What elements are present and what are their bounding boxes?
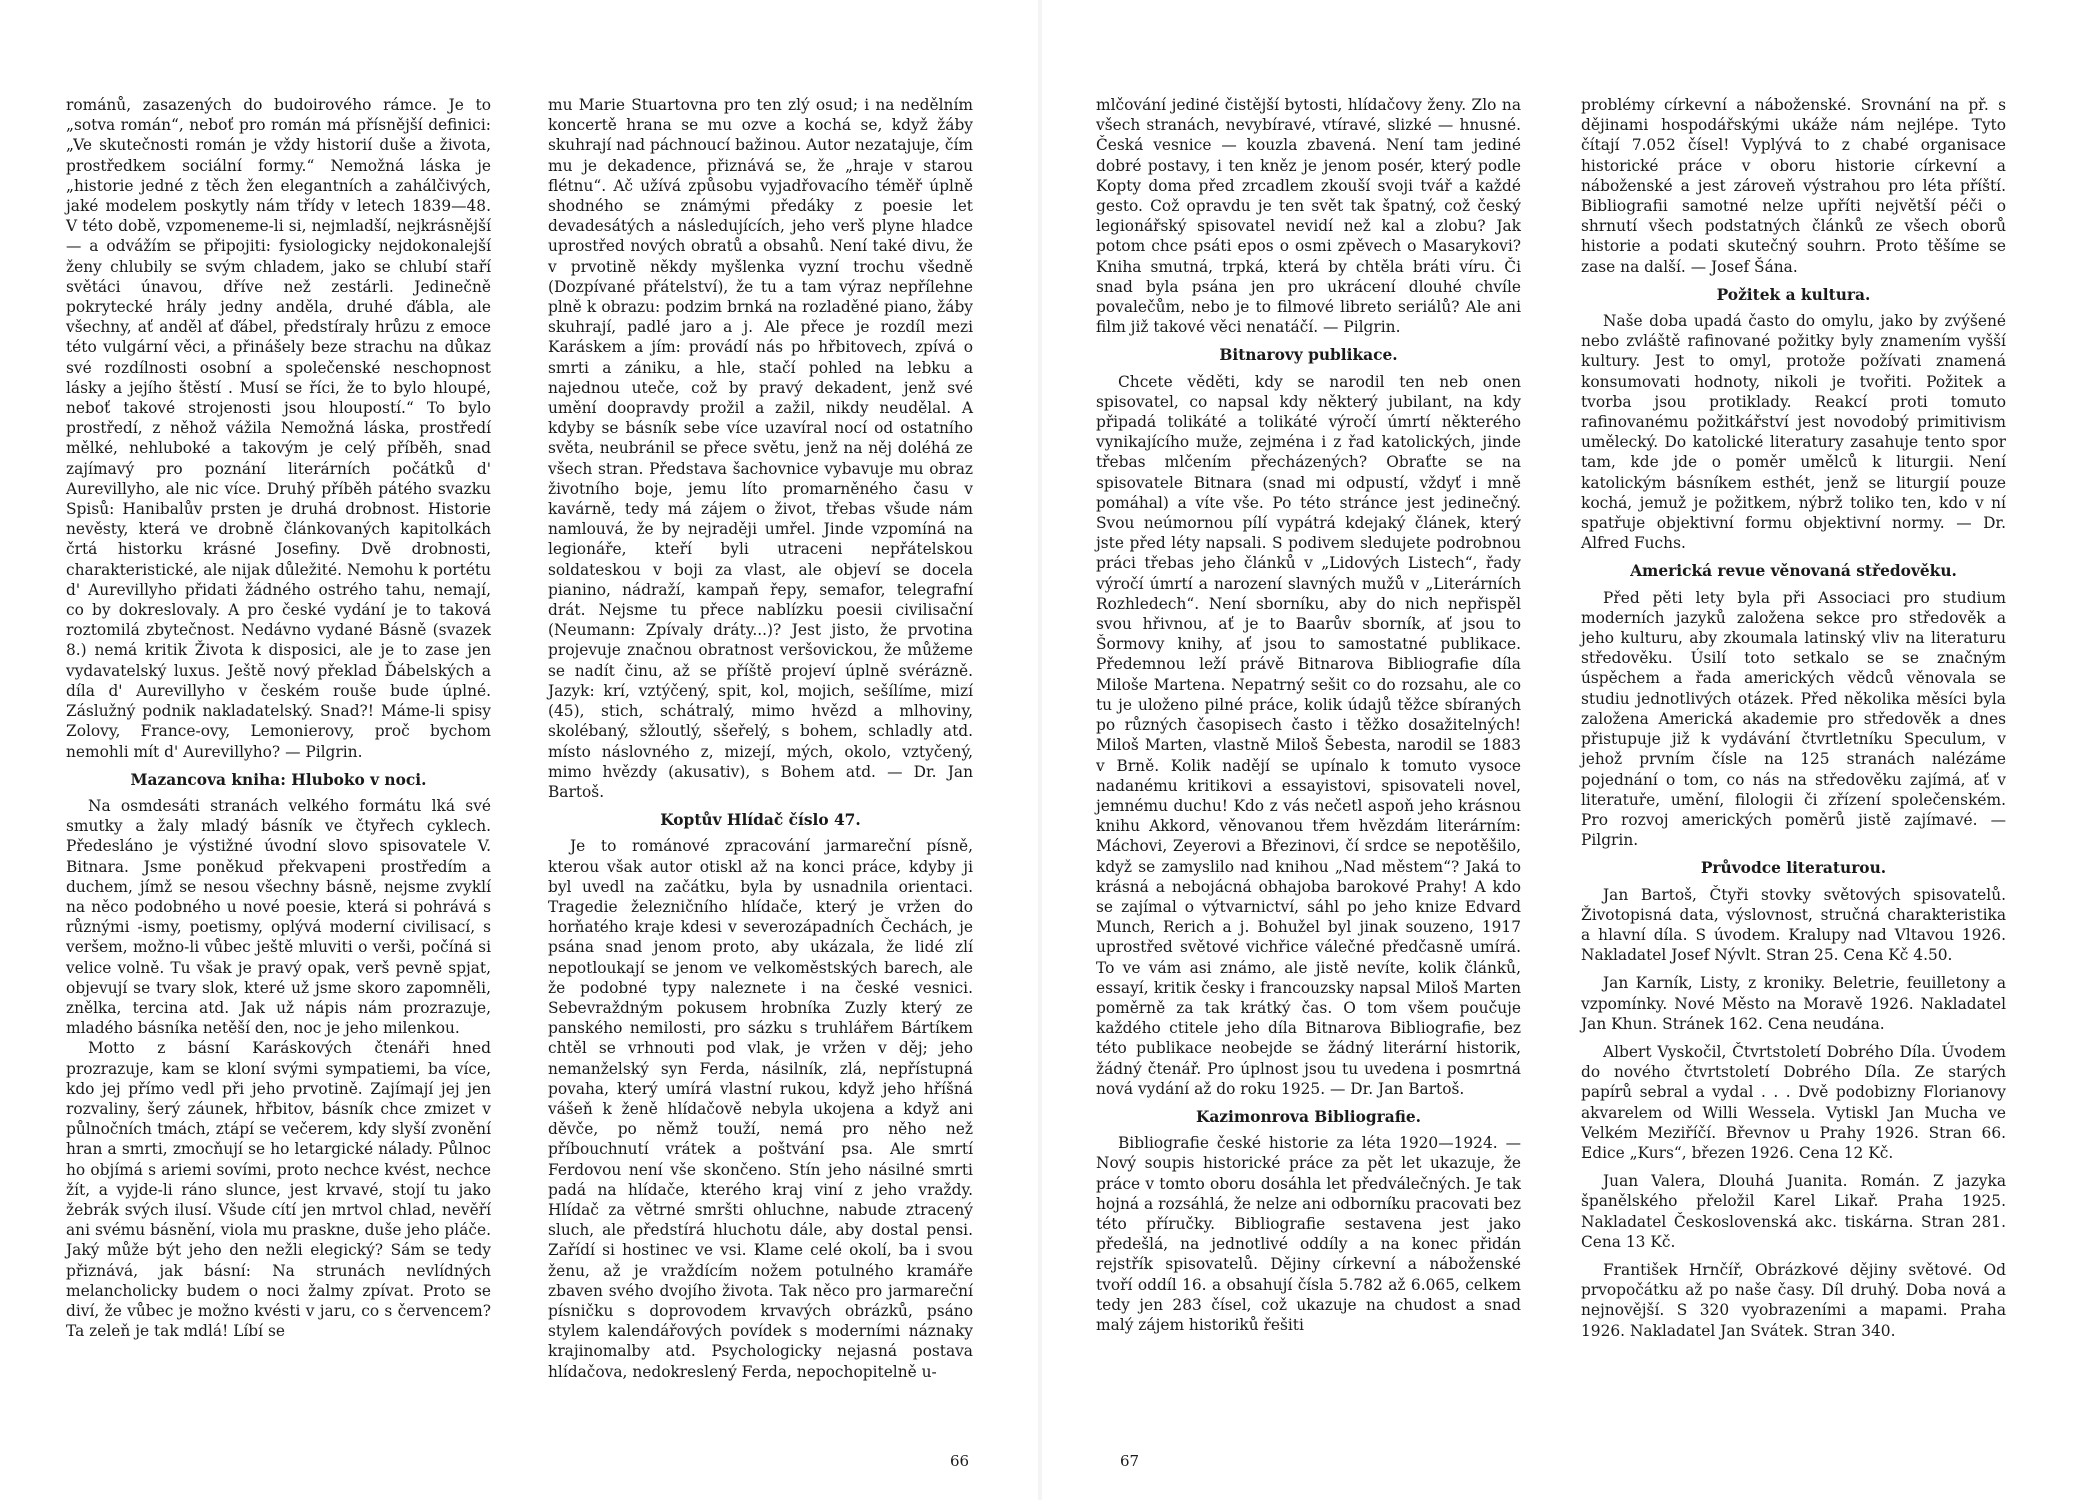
- bibliography-entry: František Hrnčíř, Obrázkové dějiny světové. Od prvopočátku až po naše časy. Díl druhý. Doba nová a nejnovější. S 320 vyobrazeními a mapami. Praha 1926. Nakladatel Jan Svátek. Stran 340.: [1581, 1260, 2006, 1340]
- page-number: 67: [1120, 1452, 1140, 1470]
- paragraph: románů, zasazených do budoirového rámce. Je to „sotva román“, neboť pro román má přísnější definici: „Ve skutečnosti román je vždy historií duše a života, prostředkem sociální formy.“ Nemožná láska je „historie jedné z těch žen elegantních a zahálčivých, jaké modelem poskytly nám třídy v letech 1839—48. V této době, vzpomeneme-li si, nejmladší, nejkrásnější — a odvážím se připojiti: fysiologicky nejdokonalejší ženy chlubily se svým chladem, jako se chlubí staří světáci únavou, dříve než zestárli. Jedinečně pokrytecké hrály jedny anděla, druhé ďábla, ale všechny, ať anděl ať ďábel, předstíraly hrůzu z emoce této vulgární věci, a přinášely beze strachu na důkaz své rozdílnosti osobní a společenské neschopnost lásky a jejího štěstí . Musí se říci, že to bylo hloupé, neboť takové strojenosti jsou hloupostí.“ To bylo prostředí, z něhož vážila Nemožná láska, prostředí mělké, nehluboké a takovým je celý příběh, snad zajímavý pro poznání literárních počátků d' Aurevillyho, ale nic více. Druhý příběh pátého svazku Spisů: Hanibalův prsten je druhá drobnost. Historie nevěsty, která ve drobně článkovaných kapitolkách črtá historku krásné Josefiny. Dvě drobnosti, charakteristické, ale nijak důležité. Nemohu k portétu d' Aurevillyho přidati žádného ostrého tahu, nemají, co by dokreslovaly. A pro české vydání je to taková roztomilá zbytečnost. Nedávno vydané Básně (svazek 8.) nemá kritik Života k disposici, ale je to zase jen vydavatelský luxus. Ještě nový překlad Ďábelských a díla d' Aurevillyho v českém rouše bude úplné. Záslužný podnik nakladatelský. Snad?! Máme-li spisy Zolovy, France-ovy, Lemonierovy, proč bychom nemohli mít d' Aurevillyho? — Pilgrin.: [66, 96, 491, 761]
- paragraph: Chcete věděti, kdy se narodil ten neb onen spisovatel, co napsal kdy některý jubilant, na kdy připadá tolikáté a tolikáté výročí úmrtí některého vynikajícího muže, zejména i z řad katolických, jinde třebas mlčením přecházených? Obraťte se na spisovatele Bitnara (snad mi odpustí, vždyť i mně pomáhal) a víte vše. Po této stránce jest jedinečný. Svou neúmornou pílí vypátrá kdejaký článek, který jste před léty napsali. S podivem sledujete podrobnou práci třebas jeho článků v „Lidových Listech“, řady výročí úmrtí a narození slavných mužů v „Literárních Rozhledech“. Není sborníku, aby do nich nepřispěl svou hřivnou, ať je to Baarův sborník, ať jsou to Šormovy knihy, ať jsou to samostatné publikace. Předemnou leží právě Bitnarova Bibliografie díla Miloše Martena. Nepatrný sešit co do rozsahu, ale co tu je uloženo pilné práce, kolik údajů těžce sbíraných po různých časopisech často i těžko dosažitelných! Miloš Marten, vlastně Miloš Šebesta, narodil se 1883 v Brně. Kolik nadějí se upínalo k tomuto vysoce nadanému kritikovi a essayistovi, spisovateli novel, jemnému duchu! Kdo z vás nečetl aspoň jeho krásnou knihu Akkord, věnovanou třem hvězdám literárním: Máchovi, Zeyerovi a Březinovi, čí srdce se nepotěšilo, když se zamyslilo nad knihou „Nad městem“? Jaká to krásná a nebojácná obhajoba barokové Prahy! A kdo se zajímal o výtvarnictví, sáhl po jeho knize Edvard Munch, Rerich a j. Bohužel byl jinak souzeno, 1917 uprostřed světové vichřice válečné předčasně umírá. To ve vám asi známo, ale jistě nevíte, kolik článků, essayí, kritik česky i francouzsky napsal Miloš Marten poměrně za tak krátký čas. O tom všem poučuje každého ctitele jeho díla Bitnarova Bibliografie, bez této publikace neobejde se žádný literární historik, žádný čtenář. Pro úplnost jsou tu uvedena i posmrtná nová vydání až do roku 1925. — Dr. Jan Bartoš.: [1096, 372, 1521, 1098]
- section-heading: Koptův Hlídač číslo 47.: [660, 811, 861, 830]
- bibliography-entry: Jan Bartoš, Čtyři stovky světových spisovatelů. Životopisná data, výslovnost, stručná charakteristika a hlavní díla. S úvodem. Kralupy nad Vltavou 1926. Nakladatel Josef Nývlt. Stran 25. Cena Kč 4.50.: [1581, 885, 2006, 965]
- section-heading: Požitek a kultura.: [1716, 285, 1871, 304]
- section-heading: Průvodce literaturou.: [1700, 859, 1887, 878]
- right-page: [1040, 0, 2080, 1500]
- bibliography-entry: Juan Valera, Dlouhá Juanita. Román. Z jazyka španělského přeložil Karel Likař. Praha 1925. Nakladatel Československá akc. tiskárna. Stran 281. Cena 13 Kč.: [1581, 1172, 2006, 1251]
- bibliography-entry: Jan Karník, Listy, z kroniky. Beletrie, feuilletony a vzpomínky. Nové Město na Moravě 1926. Nakladatel Jan Khun. Stránek 162. Cena neudána.: [1581, 974, 2006, 1033]
- paragraph: mu Marie Stuartovna pro ten zlý osud; i na nedělním koncertě hrana se mu ozve a kochá se, když žáby skuhrají nad páchnoucí bažinou. Autor nezatajuje, čím mu je dekadence, přiznává se, že „hraje v starou flétnu“. Ač užívá způsobu vyjadřovacího téměř úplně shodného se známými předáky z poesie let devadesátých a následujících, jeho verš plyne hladce uprostřed nových obratů a obsahů. Není také divu, že v prvotině někdy myšlenka vyzní trochu všedně (Dozpívané přátelství), že tu a tam výraz nepřílehne plně k obrazu: podzim brnká na rozladěné piano, žáby skuhrají, padlé jaro a j. Ale přece je rozdíl mezi Karáskem a jím: provádí nás po hřbitovech, zpívá o smrti a zániku, a hle, stačí pohled na lebku a najednou uteče, což by pravý dekadent, jenž své umění doopravdy prožil a zažil, nikdy neudělal. A kdyby se básník sebe více uzavíral nocí od ostatního světa, neubránil se přece světu, jenž na něj doléhá ze všech stran. Představa šachovnice vybavuje mu obraz životního boje, jemu líto promarněného času v kavárně, tedy má zájem o život, třebas všude nám namlouvá, že by nejraději umřel. Jinde vzpomíná na legionáře, kteří byli utraceni nepřátelskou soldateskou v boji za vlast, ale objeví se docela pianino, nádraží, kampaň řepy, semafor, telegrafní drát. Nejsme tu přece nablízku poesii civilisační (Neumann: Zpívaly dráty...)? Jest jisto, že prvotina projevuje značnou obratnost veršovickou, že můžeme se nadít činu, až se příště projeví úplně svérázně. Jazyk: krí, vztýčený, spit, kol, mojich, sešílíme, mizí (45), stich, schátralý, mimo hvězd a mlhoviny, skolébaný, sžloutlý, sšeřelý, s bohem, schladly atd. místo náslovného z, mizejí, mých, okolo, vztyčený, mimo hvězdy (akusativ), s Bohem atd. — Dr. Jan Bartoš.: [548, 96, 973, 801]
- paragraph: mlčování jediné čistější bytosti, hlídačovy ženy. Zlo na všech stranách, nevybíravé, vtíravé, slizké — hnusné. Česká vesnice — kouzla zbavená. Není tam jediné dobré postavy, i ten kněz je jenom posér, který podle Kopty doma před zrcadlem zkouší svoji tvář a každé gesto. Což opravdu je ten svět tak špatný, což český legionářský spisovatel nevidí než kal a zlobu? Jak potom chce psáti epos o osmi zpěvech o Masarykovi? Kniha smutná, trpká, která by chtěla bráti víru. Či snad byla psána jen pro ukrácení dlouhé chvíle povalečům, nebo je to filmové libreto seriálů? Ale ani film již takové věci nenatáčí. — Pilgrin.: [1096, 96, 1521, 337]
- paragraph: Motto z básní Karáskových čtenáři hned prozrazuje, kam se kloní svými sympatiemi, ba více, kdo jej přímo vedl při jeho prvotině. Zajímají jej jen rozvaliny, šerý záunek, hřbitov, básník chce zmizet v půlnočních tmách, ztápí se večerem, kdy slyší zvonění hran a smrti, zmocňují se ho letargické nálady. Půlnoc ho objímá s ariemi sovími, proto nechce kvést, nechce žít, a vyjde-li ráno slunce, jest krvavé, stojí tu jako žebrák svých ilusí. Všude cítí jen mrtvol chlad, nevěří ani svému básnění, viola mu praskne, duše jeho pláče. Jaký může být jeho den nežli elegický? Sám se tedy přiznává, jak básní: Na strunách nevlídných melancholicky budem o noci žalmy zpívat. Proto se diví, že vůbec je možno kvésti v jaru, co s červencem? Ta zeleň je tak mdlá! Líbí se: [66, 1039, 491, 1341]
- paragraph: Na osmdesáti stranách velkého formátu lká své smutky a žaly mladý básník ve čtyřech cyklech. Předesláno je výstižné úvodní slovo spisovatele V. Bitnara. Jsme poněkud překvapeni prostředím a duchem, jímž se nesou všechny básně, nejsme zvyklí na něco podobného u nové poesie, která si pohrává s různými -ismy, poetismy, oplývá moderní civilisací, s veršem, možno-li vůbec ještě mluviti o verši, počíná si velice volně. Tu však je pravý opak, verš pevně spjat, objevují se tvary slok, které už jsme skoro zapomněli, znělka, tercina atd. Jak už nápis nám prozrazuje, mladého básníka netěší den, noc je jeho milenkou.: [66, 796, 491, 1038]
- paragraph: Před pěti lety byla při Associaci pro studium moderních jazyků založena sekce pro středověk a jeho kulturu, aby zkoumala latinský vliv na literaturu středověku. Úsilí toto setkalo se se značným úspěchem a řada amerických vědců věnovala se studiu jednotlivých otázek. Před několika měsíci byla založena Americká akademie pro středověk a dnes přistupuje již k vydávání čtvrtletníku Speculum, v jehož prvním čísle na 125 stranách nalézáme pojednání o tom, co nás na středověku zajímá, ať v literatuře, umění, filologii či zřízení společenském. Pro rozvoj amerických poměrů jistě zajímavé. — Pilgrin.: [1581, 588, 2006, 850]
- section-heading: Americká revue věnovaná středověku.: [1630, 562, 1957, 581]
- left-page-column-2: [548, 95, 973, 1382]
- section-heading: Bitnarovy publikace.: [1219, 346, 1398, 365]
- section-heading: Kazimonrova Bibliografie.: [1195, 1107, 1422, 1126]
- right-page-column-1: [1096, 95, 1521, 1335]
- section-heading: Mazancova kniha: Hluboko v noci.: [130, 770, 427, 789]
- paragraph: Bibliografie české historie za léta 1920—1924. — Nový soupis historické práce za pět let ukazuje, že práce v tomto oboru dosáhla let předválečných. Je tak hojná a rozsáhlá, že nelze ani odborníku pracovati bez této příručky. Bibliografie sestavena jest jako předešlá, na jednotlivé oddíly a na konec přidán rejstřík spisovatelů. Dějiny církevní a náboženské tvoří oddíl 16. a obsahují čísla 5.782 až 6.065, celkem tedy jen 283 čísel, což ukazuje na chudost a snad malý zájem historiků řešiti: [1096, 1134, 1521, 1334]
- bibliography-entry: Albert Vyskočil, Čtvrtstoletí Dobrého Díla. Úvodem do nového čtvrtstoletí Dobrého Díla. Ze starých papírů sebral a vydal . . . Dvě podobizny Florianovy akvarelem od Willi Wessela. Vytiskl Jan Mucha ve Velkém Meziříčí. Břevnov u Prahy 1926. Stran 66. Edice „Kurs“, březen 1926. Cena 12 Kč.: [1581, 1042, 2006, 1162]
- paragraph: problémy církevní a náboženské. Srovnání na př. s dějinami hospodářskými ukáže nám nejlépe. Tyto čítají 7.052 čísel! Vyplývá to z chabé organisace historické práce v oboru historie církevní a náboženské a jest zároveň výstrahou pro léta příští. Bibliografii samotné nelze upříti největší péči o shrnutí všech podstatných článků ze všech oborů historie a podati skutečný souhrn. Proto těšíme se zase na další. — Josef Šána.: [1581, 96, 2006, 276]
- paragraph: Je to románové zpracování jarmareční písně, kterou však autor otiskl až na konci práce, kdyby ji byl uvedl na začátku, byla by usnadnila orientaci. Tragedie železničního hlídače, který je vržen do horňatého kraje kdesi v severozápadních Čechách, je psána snad jenom proto, aby ukázala, že lidé zlí nepotloukají se jenom ve velkoměstských barech, ale že podobné typy naleznete i na české vesnici. Sebevraždným pokusem hrobníka Zuzly který ze panského nemilosti, pro sázku s truhlářem Bártíkem chtěl se vrhnouti pod vlak, je vržen v děj; jeho nemanželský syn Ferda, násilník, zlá, nepřístupná povaha, který umírá vlastní rukou, když jeho hříšná vášeň k ženě hlídačově nebyla ukojena a když ani děvče, po němž touží, nemá pro něho než příbouchnutí vrátek a poštvání psa. Ale smrtí Ferdovou není vše skončeno. Stín jeho násilné smrti padá na hlídače, kterého kraj viní z jeho vraždy. Hlídač za větrné smršti ohluchne, nabude ztracený sluch, ale předstírá hluchotu dále, aby dostal pensi. Zařídí si hostinec ve vsi. Klame celé okolí, ba i svou ženu, až je vraždícím nožem potulného kramáře zbaven svého dvojího života. Tak něco pro jarmareční písničku s doprovodem krvavých obrázků, psáno stylem kalendářových povídek s moderními náznaky krajinomalby atd. Psychologicky nejasná postava hlídačova, nedokreslený Ferda, nepochopitelně u-: [548, 837, 973, 1381]
- page-number: 66: [950, 1452, 970, 1470]
- right-page-column-2: [1581, 95, 2006, 1341]
- left-page-column-1: [66, 95, 491, 1341]
- paragraph: Naše doba upadá často do omylu, jako by zvýšené nebo zvláště rafinované požitky byly znamením vyšší kultury. Jest to omyl, protože požívati znamená konsumovati hodnoty, nikoli je tvořiti. Požitek a tvorba jsou protiklady. Reakcí proti tomuto rafinovanému požitkářství jest novodobý primitivism umělecký. Do katolické literatury zasahuje tento spor tam, kde jde o poměr umělců k liturgii. Není katolickým básníkem esthét, jenž se liturgií pouze kochá, jemuž je požitkem, nýbrž toliko ten, kdo v ní spatřuje objektivní formu objektivní normy. — Dr. Alfred Fuchs.: [1581, 312, 2006, 553]
